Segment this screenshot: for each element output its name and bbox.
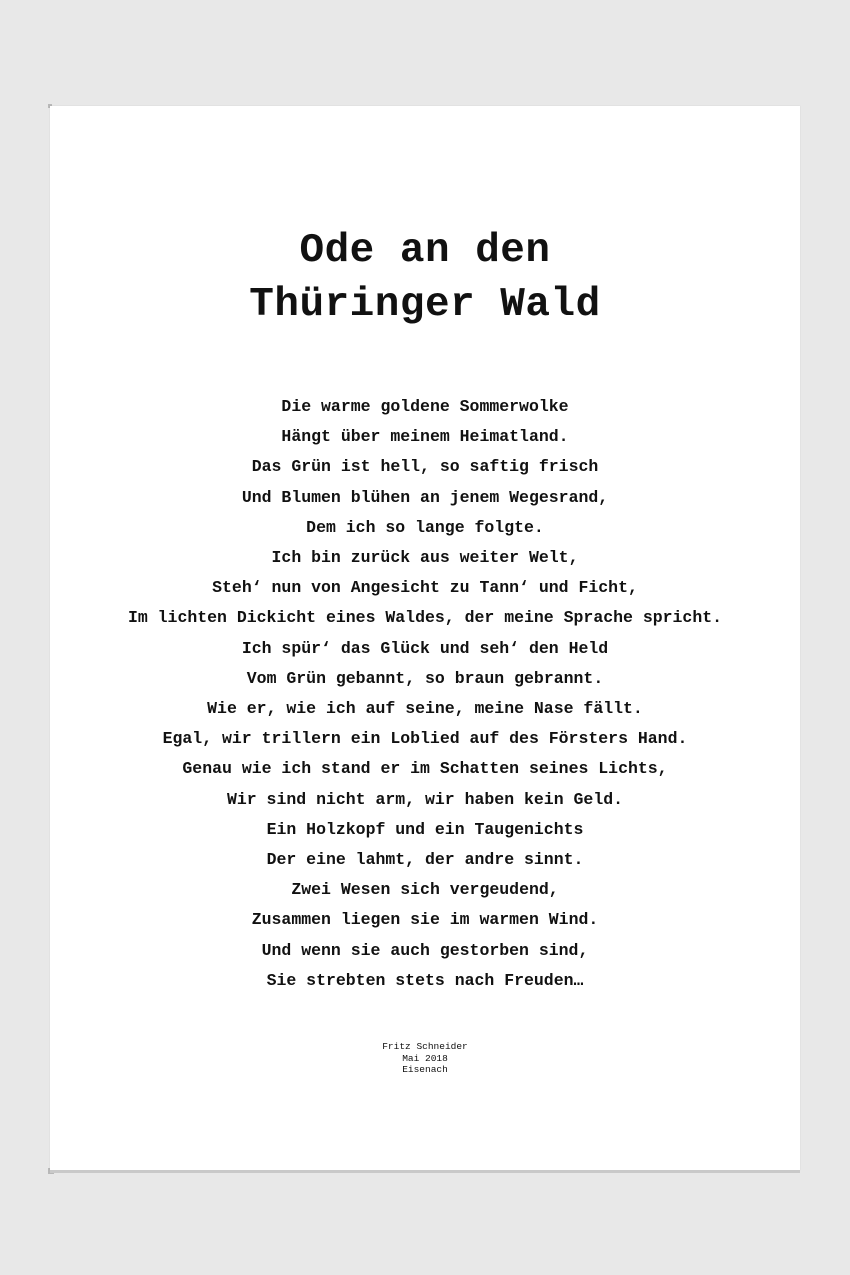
poem-line: Hängt über meinem Heimatland. [281,427,569,447]
poem-line: Wie er, wie ich auf seine, meine Nase fällt. [207,699,643,719]
signature-place: Eisenach [402,1064,448,1075]
poem-line: Die warme goldene Sommerwolke [281,397,569,416]
signature-block [50,1041,800,1076]
signature-author: Fritz Schneider [382,1041,468,1052]
poem-line: Im lichten Dickicht eines Waldes, der meine Sprache spricht. [127,608,723,628]
poem-line: Zusammen liegen sie im warmen Wind. [251,910,599,930]
poem-line: Das Grün ist hell, so saftig frisch [251,457,599,477]
poem-line: Ich bin zurück aus weiter Welt, [271,548,579,568]
poem-line: Sie strebten stets nach Freuden… [266,970,584,990]
document-page [50,106,800,1170]
signature-date: Mai 2018 [402,1052,448,1064]
poem-line: Und wenn sie auch gestorben sind, [261,940,589,960]
poem-line: Wir sind nicht arm, wir haben kein Geld. [226,789,624,809]
poem-line: Egal, wir trillern ein Loblied auf des Försters Hand. [162,729,688,749]
poem-title-line-1: Ode an den [299,228,551,274]
poem-title [50,224,800,332]
poem-line: Ein Holzkopf und ein Taugenichts [266,819,584,839]
poem-line: Steh‘ nun von Angesicht zu Tann‘ und Ficht, [212,578,638,598]
poem-line: Der eine lahmt, der andre sinnt. [266,850,584,870]
poem-line: Zwei Wesen sich vergeudend, [291,880,559,900]
poem-line: Ich spür‘ das Glück und seh‘ den Held [241,638,609,658]
poem-line: Vom Grün gebannt, so braun gebrannt. [246,668,604,688]
poem-line: Dem ich so lange folgte. [306,517,544,537]
poem-line: Genau wie ich stand er im Schatten seines Lichts, [182,759,668,779]
poem-body [50,392,800,996]
poem-line: Und Blumen blühen an jenem Wegesrand, [241,487,609,507]
poem-title-line-2: Thüringer Wald [249,282,601,328]
